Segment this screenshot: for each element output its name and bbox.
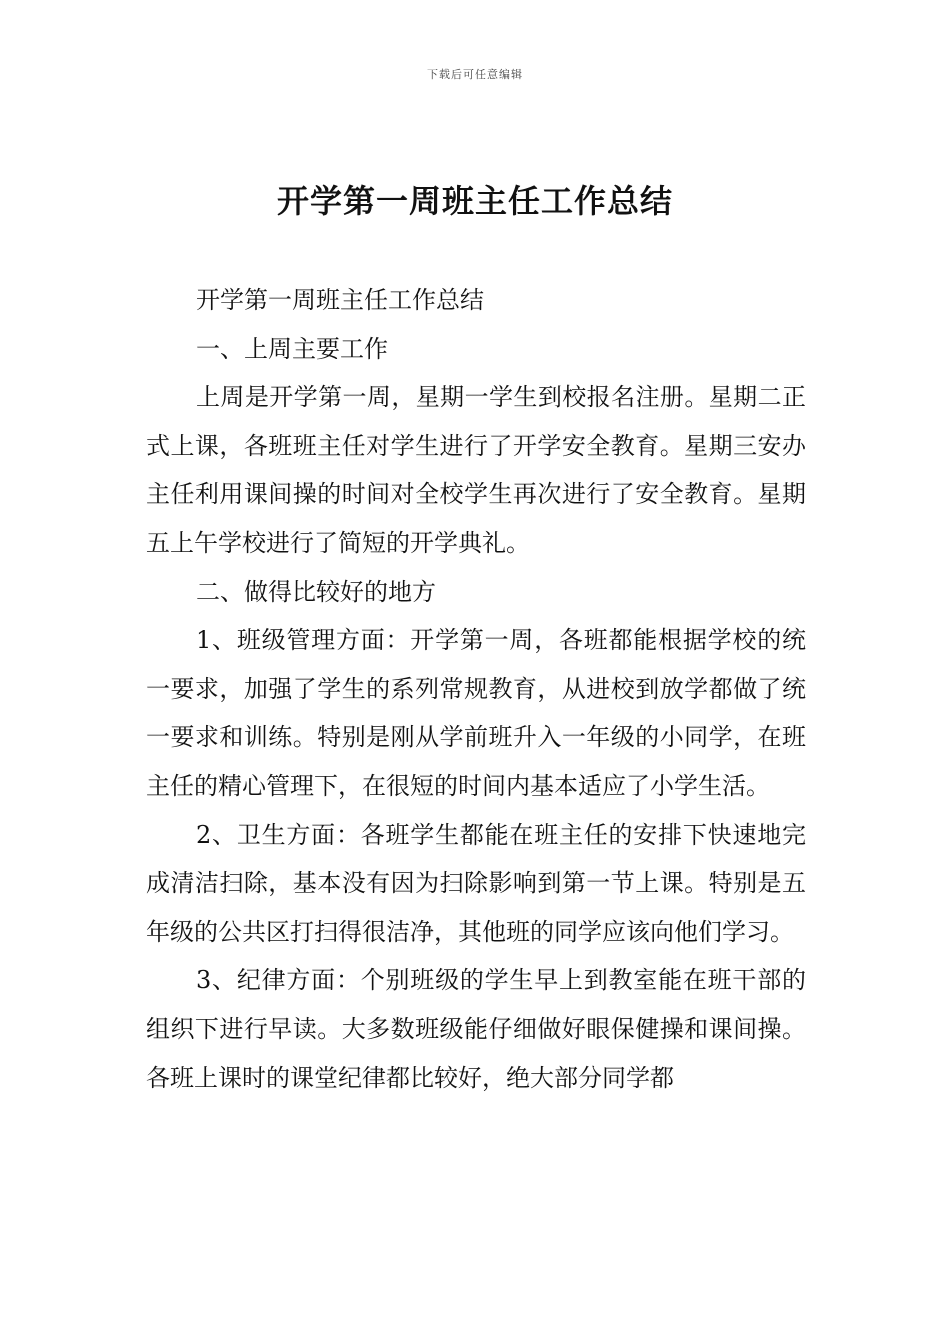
paragraph-subtitle: 开学第一周班主任工作总结	[196, 286, 484, 314]
section-heading-1: 一、上周主要工作	[196, 334, 388, 363]
document-title: 开学第一周班主任工作总结	[276, 182, 673, 220]
section-heading-2: 二、做得比较好的地方	[196, 577, 436, 606]
document-body	[146, 276, 806, 1102]
paragraph-class-management: 1、班级管理方面：开学第一周，各班都能根据学校的统一要求，加强了学生的系列常规教育，从进校到放学都做了统一要求和训练。特别是刚从学前班升入一年级的小同学，在班主任的精心管理下，在很短的时间内基本适应了小学生活。	[146, 626, 806, 800]
header-note: 下载后可任意编辑	[427, 68, 523, 81]
paragraph-discipline: 3、纪律方面：个别班级的学生早上到教室能在班干部的组织下进行早读。大多数班级能仔细做好眼保健操和课间操。各班上课时的课堂纪律都比较好，绝大部分同学都	[146, 966, 806, 1092]
paragraph-last-week: 上周是开学第一周，星期一学生到校报名注册。星期二正式上课，各班班主任对学生进行了开学安全教育。星期三安办主任利用课间操的时间对全校学生再次进行了安全教育。星期五上午学校进行了简短的开学典礼。	[146, 383, 806, 557]
paragraph-hygiene: 2、卫生方面：各班学生都能在班主任的安排下快速地完成清洁扫除，基本没有因为扫除影响到第一节上课。特别是五年级的公共区打扫得很洁净，其他班的同学应该向他们学习。	[146, 820, 806, 946]
